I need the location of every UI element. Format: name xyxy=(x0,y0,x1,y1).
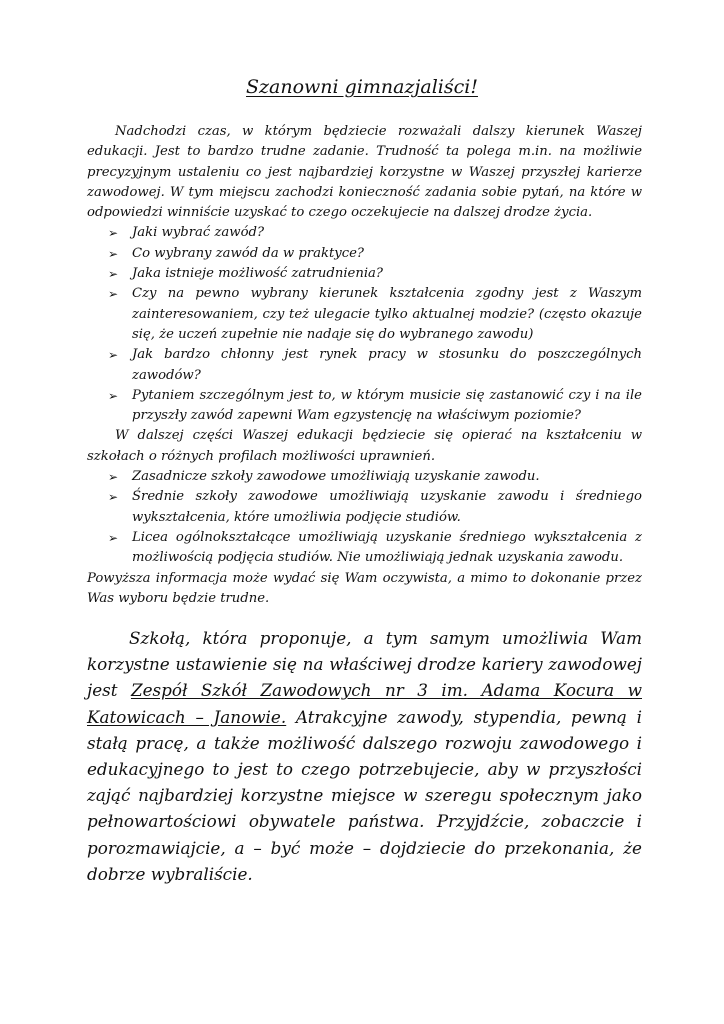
closing-lead: Szkołą, która proponuje, a tym samym umożliwia Wam korzystne ustawienie się na właściwej drodze kariery zawodowej jest xyxy=(87,628,642,701)
arrow-bullet-icon: ➢ xyxy=(108,388,119,403)
schools-intro-paragraph: W dalszej części Waszej edukacji będziecie się opierać na kształceniu w szkołach o różnych profilach możliwości uprawnień. xyxy=(87,428,642,464)
arrow-bullet-icon: ➢ xyxy=(108,530,119,545)
list-item: ➢ Pytaniem szczególnym jest to, w którym musicie się zastanowić czy i na ile przyszły zawód zapewni Wam egzystencję na właściwym poziomie? xyxy=(108,387,642,424)
list-item: ➢ Licea ogólnokształcące umożliwiają uzyskanie średniego wykształcenia z możliwością podjęcia studiów. Nie umożliwiają jednak uzyskania zawodu. xyxy=(108,529,642,566)
arrow-bullet-icon: ➢ xyxy=(108,490,119,505)
arrow-bullet-icon: ➢ xyxy=(108,246,119,261)
list-item: ➢ Jak bardzo chłonny jest rynek pracy w stosunku do poszczególnych zawodów? xyxy=(108,347,642,383)
summary-paragraph: Powyższa informacja może wydać się Wam oczywista, a mimo to dokonanie przez Was wyboru będzie trudne. xyxy=(87,570,642,606)
list-item: ➢ Czy na pewno wybrany kierunek kształcenia zgodny jest z Waszym zainteresowaniem, czy też ulegacie tylko aktualnej modzie? (często okazuje się, że uczeń zupełnie nie nadaje się do wybranego zawodu) xyxy=(108,286,642,342)
list-item: ➢ Jaka istnieje możliwość zatrudnienia? xyxy=(87,264,642,284)
closing-paragraph xyxy=(87,625,642,887)
list-item: ➢ Zasadnicze szkoły zawodowe umożliwiają uzyskanie zawodu. xyxy=(87,467,642,487)
arrow-bullet-icon: ➢ xyxy=(108,267,119,282)
list-item: ➢ Średnie szkoły zawodowe umożliwiają uzyskanie zawodu i średniego wykształcenia, które umożliwia podjęcie studiów. xyxy=(108,489,642,525)
list-item: ➢ Jaki wybrać zawód? xyxy=(87,223,642,243)
arrow-bullet-icon: ➢ xyxy=(108,287,119,302)
questions-list xyxy=(87,223,642,426)
closing-rest: Atrakcyjne zawody, stypendia, pewną i stałą pracę, a także możliwość dalszego rozwoju zawodowego i edukacyjnego to jest to czego potrzebujecie, aby w przyszłości zająć najbardziej korzystne miejsce w szeregu społecznym jako pełnowartościowi obywatele państwa. Przyjdźcie, zobaczcie i porozmawiajcie, a – być może – dojdziecie do przekonania, że dobrze wybraliście. xyxy=(87,706,642,884)
school-name: Zespół Szkół Zawodowych nr 3 im. Adama Kocura w Katowicach – Janowie. xyxy=(87,680,642,727)
page-title: Szanowni gimnazjaliści! xyxy=(246,76,478,98)
intro-paragraph: Nadchodzi czas, w którym będziecie rozważali dalszy kierunek Waszej edukacji. Jest to bardzo trudne zadanie. Trudność ta polega m.in. na możliwie precyzyjnym ustaleniu co jest najbardziej korzystne w Waszej przyszłej karierze zawodowej. W tym miejscu zachodzi konieczność zadania sobie pytań, na które w odpowiedzi winniście uzyskać to czego oczekujecie na dalszej drodze życia. xyxy=(87,124,642,221)
closing-section xyxy=(87,625,642,887)
document-body xyxy=(87,122,642,609)
arrow-bullet-icon: ➢ xyxy=(108,470,119,485)
arrow-bullet-icon: ➢ xyxy=(108,226,119,241)
schools-list xyxy=(87,467,642,568)
arrow-bullet-icon: ➢ xyxy=(108,348,119,363)
list-item: ➢ Co wybrany zawód da w praktyce? xyxy=(87,244,642,264)
